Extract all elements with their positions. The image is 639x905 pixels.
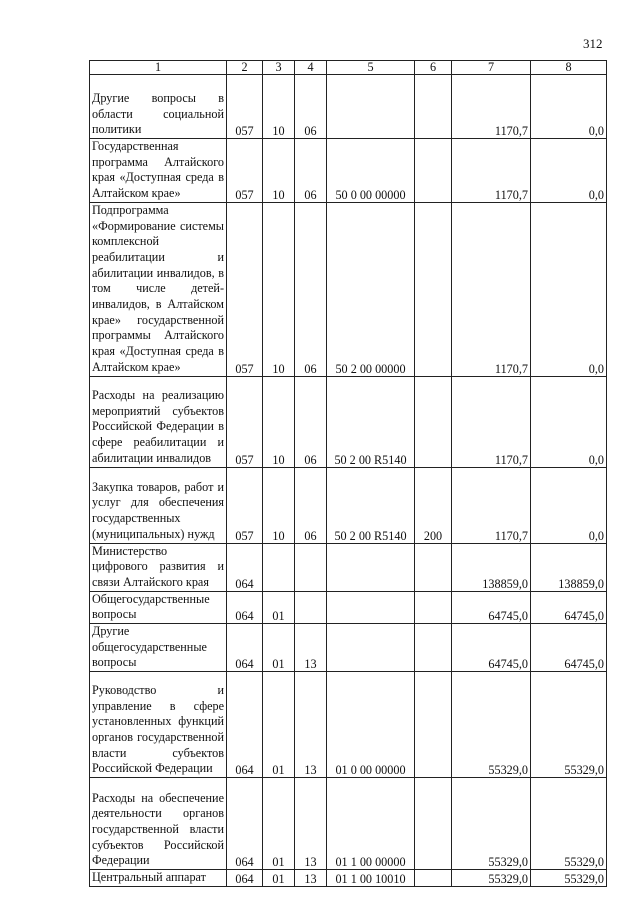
row-sum-1: 64745,0 — [452, 624, 531, 672]
row-section: 01 — [263, 778, 295, 870]
row-target-article: 01 1 00 00000 — [327, 778, 415, 870]
row-target-article — [327, 75, 415, 139]
row-admin-code: 057 — [227, 75, 263, 139]
row-sum-2: 55329,0 — [531, 778, 607, 870]
table-row — [90, 778, 607, 870]
row-name: Другие вопросы в области социальной политики — [90, 75, 227, 139]
col-header: 5 — [327, 61, 415, 75]
budget-table — [89, 60, 607, 887]
row-sum-2: 55329,0 — [531, 870, 607, 887]
row-target-article: 50 0 00 00000 — [327, 139, 415, 203]
row-expense-type — [415, 591, 452, 623]
row-expense-type — [415, 778, 452, 870]
table-row — [90, 543, 607, 591]
row-sum-1: 55329,0 — [452, 672, 531, 778]
row-expense-type — [415, 672, 452, 778]
table-row — [90, 624, 607, 672]
row-sum-1: 1170,7 — [452, 202, 531, 376]
row-section: 10 — [263, 376, 295, 467]
table-row — [90, 591, 607, 623]
table-row — [90, 376, 607, 467]
row-section: 10 — [263, 139, 295, 203]
row-sum-2: 64745,0 — [531, 591, 607, 623]
row-section: 10 — [263, 467, 295, 543]
row-expense-type — [415, 624, 452, 672]
row-section: 01 — [263, 624, 295, 672]
row-admin-code: 057 — [227, 139, 263, 203]
row-sum-2: 0,0 — [531, 75, 607, 139]
row-target-article: 50 2 00 R5140 — [327, 467, 415, 543]
row-sum-1: 1170,7 — [452, 75, 531, 139]
row-section: 01 — [263, 870, 295, 887]
row-name: Расходы на реализацию мероприятий субъектов Российской Федерации в сфере реабилитации и абилитации инвалидов — [90, 376, 227, 467]
table-row — [90, 139, 607, 203]
row-name: Общегосударственные вопросы — [90, 591, 227, 623]
row-admin-code: 064 — [227, 672, 263, 778]
row-sum-1: 1170,7 — [452, 467, 531, 543]
row-sum-1: 1170,7 — [452, 376, 531, 467]
col-header: 4 — [295, 61, 327, 75]
row-subsection: 06 — [295, 467, 327, 543]
row-expense-type — [415, 202, 452, 376]
row-name: Министерство цифрового развития и связи Алтайского края — [90, 543, 227, 591]
row-sum-2: 0,0 — [531, 139, 607, 203]
row-target-article — [327, 624, 415, 672]
row-subsection: 06 — [295, 75, 327, 139]
table-row — [90, 467, 607, 543]
row-name: Подпрограмма «Формирование системы комплексной реабилитации и абилитации инвалидов, в том числе детей-инвалидов, в Алтайском крае» государственной программы Алтайского края «Доступная среда в Алтайском крае» — [90, 202, 227, 376]
row-sum-2: 0,0 — [531, 467, 607, 543]
row-target-article: 50 2 00 R5140 — [327, 376, 415, 467]
row-name: Государственная программа Алтайского края «Доступная среда в Алтайском крае» — [90, 139, 227, 203]
row-name: Центральный аппарат — [90, 870, 227, 887]
col-header: 2 — [227, 61, 263, 75]
row-sum-1: 55329,0 — [452, 778, 531, 870]
table-row — [90, 75, 607, 139]
row-sum-1: 55329,0 — [452, 870, 531, 887]
row-sum-2: 138859,0 — [531, 543, 607, 591]
row-sum-2: 64745,0 — [531, 624, 607, 672]
row-sum-1: 64745,0 — [452, 591, 531, 623]
row-admin-code: 057 — [227, 467, 263, 543]
row-target-article: 01 0 00 00000 — [327, 672, 415, 778]
page-number: 312 — [583, 36, 603, 51]
row-expense-type — [415, 75, 452, 139]
row-name: Другие общегосударственные вопросы — [90, 624, 227, 672]
row-sum-2: 0,0 — [531, 376, 607, 467]
row-subsection: 06 — [295, 376, 327, 467]
row-name: Закупка товаров, работ и услуг для обеспечения государственных (муниципальных) нужд — [90, 467, 227, 543]
row-section: 10 — [263, 75, 295, 139]
row-name: Расходы на обеспечение деятельности органов государственной власти субъектов Российской Федерации — [90, 778, 227, 870]
row-sum-1: 138859,0 — [452, 543, 531, 591]
row-expense-type — [415, 543, 452, 591]
col-header: 3 — [263, 61, 295, 75]
row-admin-code: 057 — [227, 202, 263, 376]
row-subsection: 13 — [295, 870, 327, 887]
table-row — [90, 870, 607, 887]
row-expense-type — [415, 870, 452, 887]
row-target-article — [327, 543, 415, 591]
row-subsection: 13 — [295, 778, 327, 870]
row-section: 01 — [263, 591, 295, 623]
row-sum-2: 0,0 — [531, 202, 607, 376]
row-admin-code: 064 — [227, 870, 263, 887]
row-admin-code: 064 — [227, 624, 263, 672]
table-header-row — [90, 61, 607, 75]
row-admin-code: 064 — [227, 591, 263, 623]
row-expense-type — [415, 376, 452, 467]
col-header: 8 — [531, 61, 607, 75]
row-target-article: 50 2 00 00000 — [327, 202, 415, 376]
row-expense-type: 200 — [415, 467, 452, 543]
row-subsection: 13 — [295, 624, 327, 672]
row-subsection — [295, 591, 327, 623]
row-sum-1: 1170,7 — [452, 139, 531, 203]
table-row — [90, 202, 607, 376]
row-expense-type — [415, 139, 452, 203]
row-admin-code: 064 — [227, 778, 263, 870]
row-section: 10 — [263, 202, 295, 376]
col-header: 1 — [90, 61, 227, 75]
col-header: 6 — [415, 61, 452, 75]
row-section: 01 — [263, 672, 295, 778]
table-row — [90, 672, 607, 778]
row-name: Руководство и управление в сфере установленных функций органов государственной власти субъектов Российской Федерации — [90, 672, 227, 778]
row-admin-code: 057 — [227, 376, 263, 467]
row-subsection: 06 — [295, 139, 327, 203]
col-header: 7 — [452, 61, 531, 75]
row-sum-2: 55329,0 — [531, 672, 607, 778]
row-subsection: 06 — [295, 202, 327, 376]
row-admin-code: 064 — [227, 543, 263, 591]
row-subsection — [295, 543, 327, 591]
row-target-article — [327, 591, 415, 623]
row-target-article: 01 1 00 10010 — [327, 870, 415, 887]
row-section — [263, 543, 295, 591]
row-subsection: 13 — [295, 672, 327, 778]
